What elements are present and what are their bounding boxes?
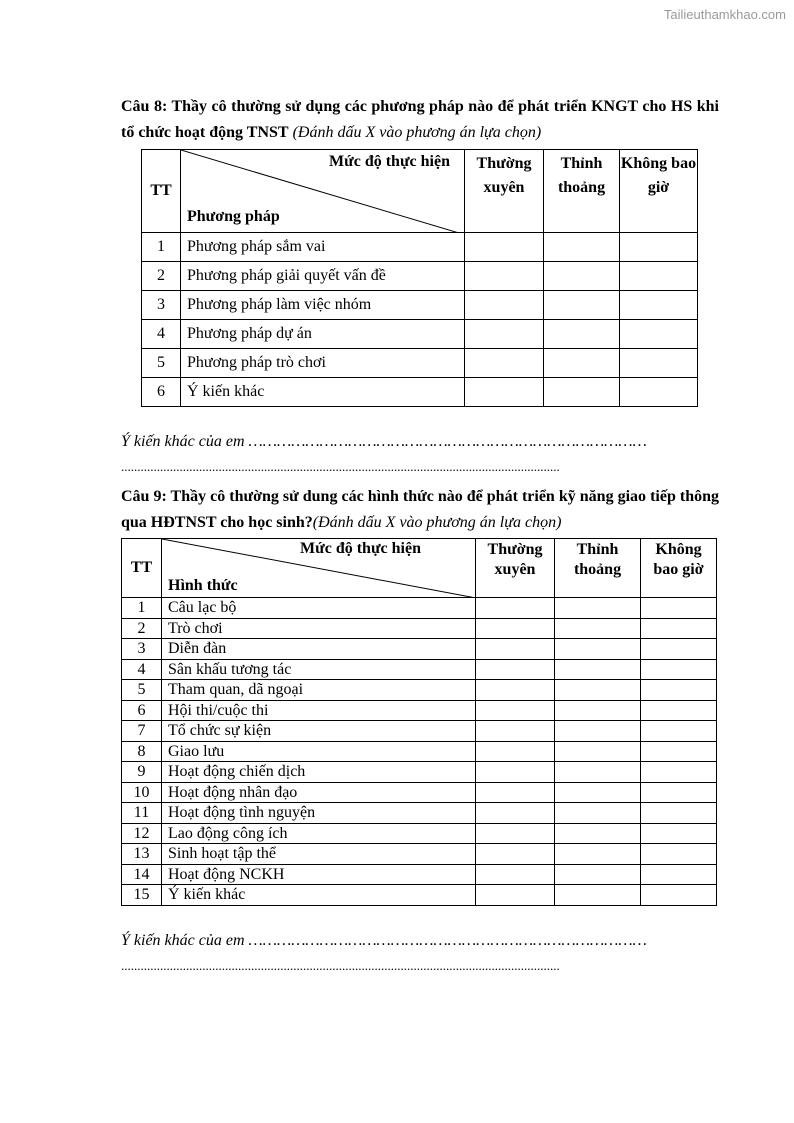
answer-cell-khong-bao-gio[interactable] bbox=[641, 598, 717, 619]
table-row bbox=[122, 680, 717, 701]
watermark: Tailieuthamkhao.com bbox=[663, 7, 786, 22]
answer-cell-thuong-xuyen[interactable] bbox=[476, 844, 555, 865]
col-thinh-thoang: Thỉnh thoảng bbox=[544, 150, 620, 233]
table-row bbox=[122, 741, 717, 762]
row-number: 15 bbox=[122, 885, 162, 906]
answer-cell-khong-bao-gio[interactable] bbox=[620, 262, 698, 291]
answer-cell-thinh-thoang[interactable] bbox=[544, 291, 620, 320]
answer-cell-thuong-xuyen[interactable] bbox=[465, 233, 544, 262]
row-number: 4 bbox=[122, 659, 162, 680]
answer-cell-thuong-xuyen[interactable] bbox=[476, 659, 555, 680]
col-thinh-thoang: Thỉnh thoảng bbox=[555, 539, 641, 598]
row-label: Ý kiến khác bbox=[181, 378, 465, 407]
table-row bbox=[142, 291, 698, 320]
table-row bbox=[122, 659, 717, 680]
diag-bottom-label: Phương pháp bbox=[187, 208, 280, 225]
row-number: 4 bbox=[142, 320, 181, 349]
question-8-instruction: (Đánh dấu X vào phương án lựa chọn) bbox=[292, 124, 542, 141]
row-number: 3 bbox=[122, 639, 162, 660]
answer-cell-thuong-xuyen[interactable] bbox=[476, 721, 555, 742]
answer-cell-khong-bao-gio[interactable] bbox=[641, 844, 717, 865]
answer-cell-thinh-thoang[interactable] bbox=[555, 885, 641, 906]
row-number: 7 bbox=[122, 721, 162, 742]
row-number: 11 bbox=[122, 803, 162, 824]
table-row bbox=[122, 864, 717, 885]
answer-cell-khong-bao-gio[interactable] bbox=[620, 233, 698, 262]
answer-cell-thinh-thoang[interactable] bbox=[555, 782, 641, 803]
table-header-row bbox=[142, 150, 698, 233]
table-row bbox=[122, 721, 717, 742]
row-label: Trò chơi bbox=[162, 618, 476, 639]
row-label: Hoạt động tình nguyện bbox=[162, 803, 476, 824]
answer-cell-khong-bao-gio[interactable] bbox=[641, 680, 717, 701]
answer-cell-khong-bao-gio[interactable] bbox=[641, 618, 717, 639]
table-row bbox=[122, 782, 717, 803]
row-number: 5 bbox=[142, 349, 181, 378]
table-row bbox=[122, 700, 717, 721]
table-row bbox=[142, 233, 698, 262]
answer-cell-khong-bao-gio[interactable] bbox=[641, 762, 717, 783]
answer-cell-khong-bao-gio[interactable] bbox=[641, 659, 717, 680]
row-number: 1 bbox=[142, 233, 181, 262]
question-9-title: Câu 9: Thầy cô thường sử dung các hình thức nào để phát triển kỹ năng giao tiếp thông qua HĐTNST cho học sinh? bbox=[121, 488, 719, 531]
row-label: Phương pháp giải quyết vấn đề bbox=[181, 262, 465, 291]
row-label: Hoạt động NCKH bbox=[162, 864, 476, 885]
question-8-title: Câu 8: Thầy cô thường sử dụng các phương pháp nào để phát triển KNGT cho HS khi tổ chức hoạt động TNST bbox=[121, 98, 719, 141]
col-khong-bao-gio: Không bao giờ bbox=[620, 150, 698, 233]
row-label: Sinh hoạt tập thể bbox=[162, 844, 476, 865]
answer-cell-thinh-thoang[interactable] bbox=[555, 680, 641, 701]
answer-cell-thinh-thoang[interactable] bbox=[555, 803, 641, 824]
col-thuong-xuyen: Thường xuyên bbox=[476, 539, 555, 598]
answer-cell-thinh-thoang[interactable] bbox=[555, 823, 641, 844]
row-label: Phương pháp trò chơi bbox=[181, 349, 465, 378]
table-row bbox=[122, 885, 717, 906]
answer-cell-thinh-thoang[interactable] bbox=[544, 378, 620, 407]
row-label: Hội thi/cuộc thi bbox=[162, 700, 476, 721]
row-label: Giao lưu bbox=[162, 741, 476, 762]
col-khong-bao-gio: Không bao giờ bbox=[641, 539, 717, 598]
diag-bottom-label: Hình thức bbox=[168, 577, 238, 594]
answer-cell-khong-bao-gio[interactable] bbox=[641, 823, 717, 844]
table-row bbox=[122, 762, 717, 783]
table-row bbox=[122, 823, 717, 844]
answer-cell-thinh-thoang[interactable] bbox=[555, 864, 641, 885]
answer-cell-khong-bao-gio[interactable] bbox=[620, 349, 698, 378]
answer-cell-thinh-thoang[interactable] bbox=[555, 762, 641, 783]
table-header-row bbox=[122, 539, 717, 598]
row-number: 6 bbox=[142, 378, 181, 407]
row-label: Hoạt động nhân đạo bbox=[162, 782, 476, 803]
answer-cell-khong-bao-gio[interactable] bbox=[641, 700, 717, 721]
answer-cell-thuong-xuyen[interactable] bbox=[465, 262, 544, 291]
answer-cell-thinh-thoang[interactable] bbox=[544, 233, 620, 262]
row-label: Câu lạc bộ bbox=[162, 598, 476, 619]
row-label: Phương pháp làm việc nhóm bbox=[181, 291, 465, 320]
row-label: Lao động công ích bbox=[162, 823, 476, 844]
row-number: 2 bbox=[122, 618, 162, 639]
row-label: Tổ chức sự kiện bbox=[162, 721, 476, 742]
row-label: Tham quan, dã ngoại bbox=[162, 680, 476, 701]
row-label: Hoạt động chiến dịch bbox=[162, 762, 476, 783]
answer-cell-thuong-xuyen[interactable] bbox=[465, 378, 544, 407]
answer-cell-thuong-xuyen[interactable] bbox=[476, 741, 555, 762]
answer-cell-thuong-xuyen[interactable] bbox=[476, 782, 555, 803]
question-9 bbox=[121, 484, 719, 536]
row-number: 13 bbox=[122, 844, 162, 865]
diagonal-header-cell bbox=[181, 150, 465, 233]
row-number: 6 bbox=[122, 700, 162, 721]
answer-cell-thuong-xuyen[interactable] bbox=[476, 762, 555, 783]
diag-top-label: Mức độ thực hiện bbox=[329, 153, 450, 170]
diagonal-header-cell bbox=[162, 539, 476, 598]
answer-cell-khong-bao-gio[interactable] bbox=[641, 782, 717, 803]
answer-cell-thuong-xuyen[interactable] bbox=[476, 618, 555, 639]
answer-cell-khong-bao-gio[interactable] bbox=[620, 291, 698, 320]
table-row bbox=[122, 618, 717, 639]
row-number: 9 bbox=[122, 762, 162, 783]
row-number: 14 bbox=[122, 864, 162, 885]
row-number: 2 bbox=[142, 262, 181, 291]
tt-header: TT bbox=[122, 539, 162, 598]
row-number: 5 bbox=[122, 680, 162, 701]
answer-cell-khong-bao-gio[interactable] bbox=[641, 741, 717, 762]
answer-cell-khong-bao-gio[interactable] bbox=[641, 721, 717, 742]
question-9-table bbox=[121, 538, 717, 906]
answer-cell-thuong-xuyen[interactable] bbox=[476, 864, 555, 885]
question-9-dotted-line[interactable]: ....................................................................................................................................... bbox=[121, 957, 560, 973]
table-row bbox=[142, 378, 698, 407]
answer-cell-thuong-xuyen[interactable] bbox=[476, 680, 555, 701]
question-8 bbox=[121, 94, 719, 146]
answer-cell-khong-bao-gio[interactable] bbox=[641, 803, 717, 824]
table-row bbox=[122, 639, 717, 660]
answer-cell-thinh-thoang[interactable] bbox=[555, 639, 641, 660]
question-9-other-opinion[interactable]: Ý kiến khác của em ………………………………………………………………………… bbox=[121, 931, 647, 949]
answer-cell-thuong-xuyen[interactable] bbox=[476, 639, 555, 660]
row-number: 12 bbox=[122, 823, 162, 844]
answer-cell-khong-bao-gio[interactable] bbox=[620, 378, 698, 407]
answer-cell-thuong-xuyen[interactable] bbox=[465, 349, 544, 378]
table-row bbox=[142, 349, 698, 378]
question-8-other-opinion[interactable]: Ý kiến khác của em ………………………………………………………………………… bbox=[121, 433, 647, 450]
answer-cell-khong-bao-gio[interactable] bbox=[620, 320, 698, 349]
question-8-table bbox=[141, 149, 698, 407]
row-number: 3 bbox=[142, 291, 181, 320]
answer-cell-thuong-xuyen[interactable] bbox=[465, 320, 544, 349]
answer-cell-thuong-xuyen[interactable] bbox=[476, 803, 555, 824]
row-number: 10 bbox=[122, 782, 162, 803]
answer-cell-thuong-xuyen[interactable] bbox=[476, 823, 555, 844]
row-label: Phương pháp dự án bbox=[181, 320, 465, 349]
table-row bbox=[142, 262, 698, 291]
answer-cell-thuong-xuyen[interactable] bbox=[476, 598, 555, 619]
diag-top-label: Mức độ thực hiện bbox=[300, 540, 421, 557]
row-number: 8 bbox=[122, 741, 162, 762]
tt-header: TT bbox=[142, 150, 181, 233]
answer-cell-thuong-xuyen[interactable] bbox=[476, 700, 555, 721]
question-9-instruction: (Đánh dấu X vào phương án lựa chọn) bbox=[312, 514, 562, 531]
answer-cell-thuong-xuyen[interactable] bbox=[465, 291, 544, 320]
table-row bbox=[122, 598, 717, 619]
row-label: Ý kiến khác bbox=[162, 885, 476, 906]
answer-cell-thuong-xuyen[interactable] bbox=[476, 885, 555, 906]
answer-cell-khong-bao-gio[interactable] bbox=[641, 639, 717, 660]
col-thuong-xuyen: Thường xuyên bbox=[465, 150, 544, 233]
answer-cell-thinh-thoang[interactable] bbox=[544, 262, 620, 291]
answer-cell-thinh-thoang[interactable] bbox=[544, 349, 620, 378]
row-label: Diễn đàn bbox=[162, 639, 476, 660]
answer-cell-thinh-thoang[interactable] bbox=[555, 700, 641, 721]
question-8-dotted-line[interactable]: ....................................................................................................................................... bbox=[121, 459, 560, 474]
answer-cell-thinh-thoang[interactable] bbox=[555, 659, 641, 680]
document-body bbox=[121, 94, 719, 974]
answer-cell-thinh-thoang[interactable] bbox=[555, 844, 641, 865]
table-row bbox=[142, 320, 698, 349]
table-row bbox=[122, 803, 717, 824]
answer-cell-thinh-thoang[interactable] bbox=[555, 721, 641, 742]
row-label: Sân khấu tương tác bbox=[162, 659, 476, 680]
answer-cell-thinh-thoang[interactable] bbox=[555, 598, 641, 619]
row-label: Phương pháp sắm vai bbox=[181, 233, 465, 262]
answer-cell-thinh-thoang[interactable] bbox=[555, 741, 641, 762]
answer-cell-khong-bao-gio[interactable] bbox=[641, 864, 717, 885]
answer-cell-thinh-thoang[interactable] bbox=[544, 320, 620, 349]
table-row bbox=[122, 844, 717, 865]
answer-cell-thinh-thoang[interactable] bbox=[555, 618, 641, 639]
answer-cell-khong-bao-gio[interactable] bbox=[641, 885, 717, 906]
row-number: 1 bbox=[122, 598, 162, 619]
